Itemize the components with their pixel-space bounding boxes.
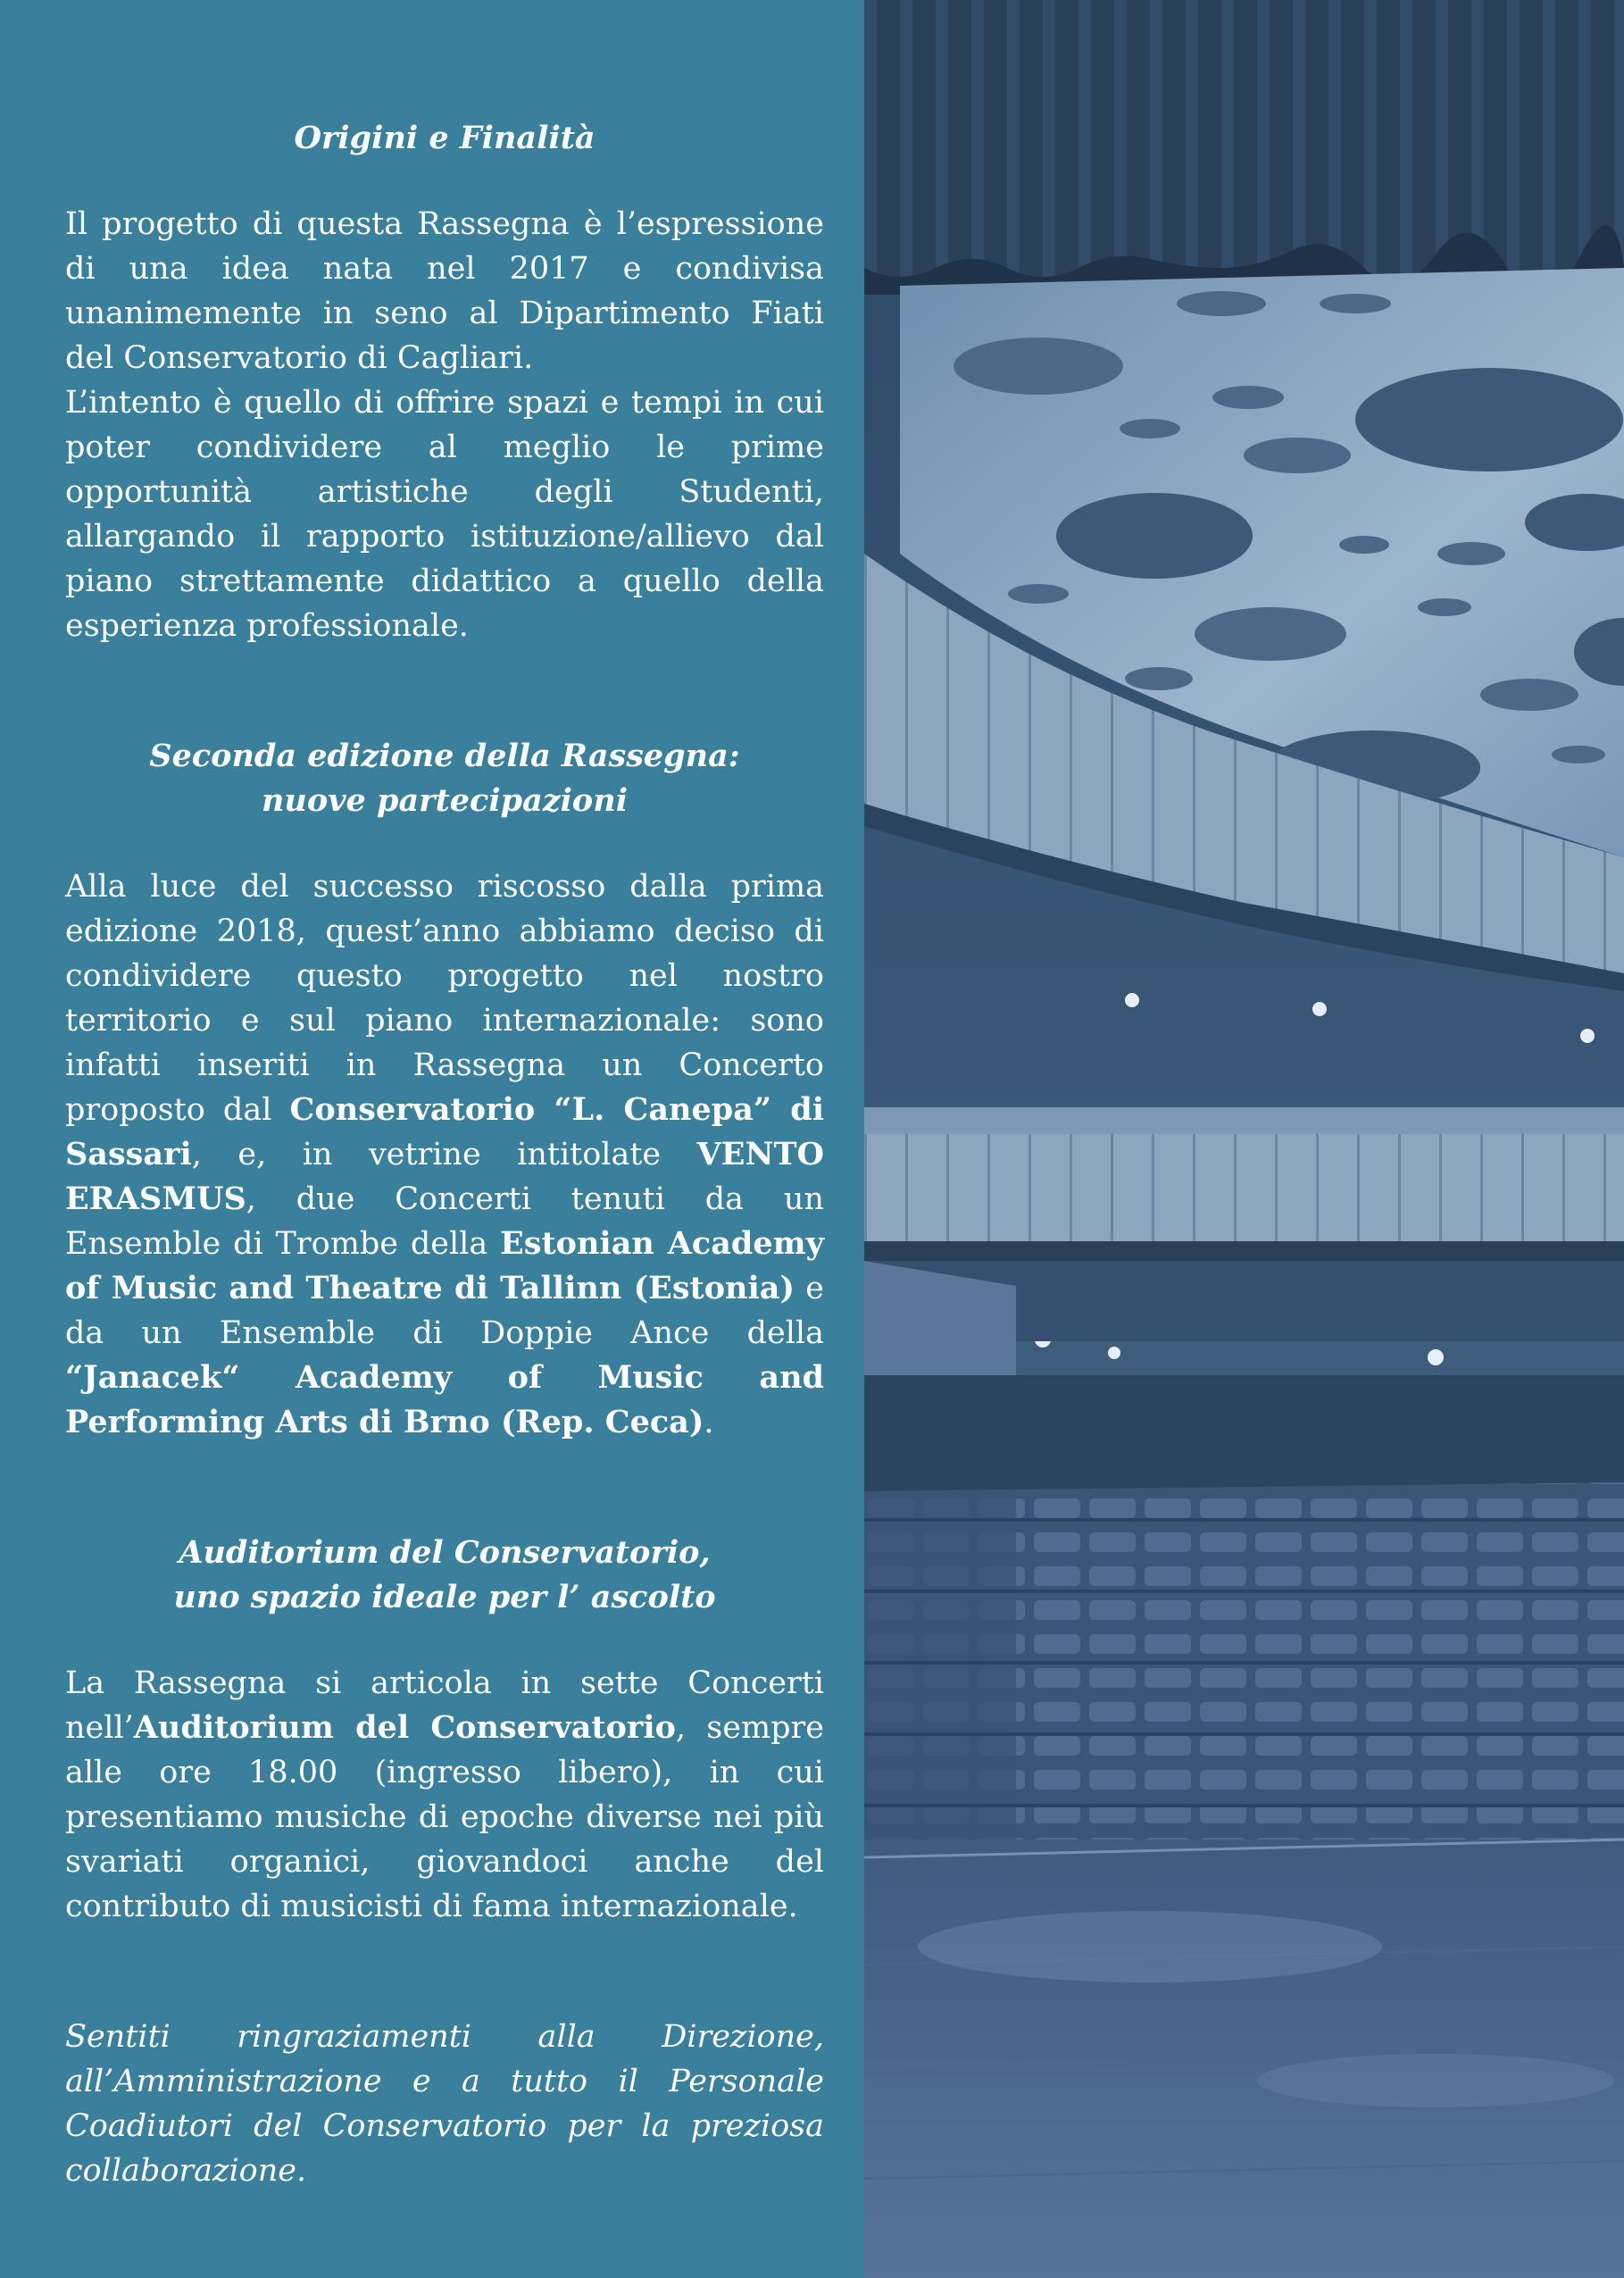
text-run: , sempre alle ore 18.00 (ingresso libero), in cui presentiamo musiche di epoche diverse nei più svariati organici, giovandoci anche del contributo di musicisti di fama internazionale.	[65, 1710, 824, 1924]
second-edition-heading-line1: Seconda edizione della Rassegna:	[149, 738, 740, 774]
tallinn-academy: Estonian Academy of Music and Theatre di Tallinn (Estonia)	[65, 1225, 824, 1306]
auditorium-name: Auditorium del Conservatorio	[133, 1709, 676, 1746]
text-run: La Rassegna si articola in sette Concerti nell’	[65, 1665, 824, 1746]
auditorium-photo	[864, 0, 1624, 2278]
auditorium-paragraph	[65, 1661, 824, 1929]
text-run: e da un Ensemble di Doppie Ance della	[65, 1271, 824, 1351]
origins-paragraph-1: Il progetto di questa Rassegna è l’espressione di una idea nata nel 2017 e condivisa unanimemente in seno al Dipartimento Fiati del Conservatorio di Cagliari.	[65, 206, 824, 376]
text-run: Alla luce del successo riscosso dalla prima edizione 2018, quest’anno abbiamo deciso di condividere questo progetto nel nostro territorio e sul piano internazionale: sono infatti inseriti in Rassegna un Concerto proposto dal	[65, 869, 824, 1128]
text-run: .	[704, 1405, 714, 1440]
auditorium-heading-line1: Auditorium del Conservatorio,	[179, 1534, 711, 1571]
brno-academy: “Janacek“ Academy of Music and Performing Arts di Brno (Rep. Ceca)	[65, 1359, 824, 1440]
text-run: , due Concerti tenuti da un Ensemble di Trombe della	[65, 1181, 824, 1262]
thanks-paragraph: Sentiti ringraziamenti alla Direzione, all’Amministrazione e a tutto il Personale Coadiutori del Conservatorio per la preziosa collaborazione.	[65, 2019, 824, 2189]
origins-heading: Origini e Finalità	[294, 120, 595, 156]
origins-paragraph-2: L’intento è quello di offrire spazi e tempi in cui poter condividere al meglio le prime opportunità artistiche degli Studenti, allargando il rapporto istituzione/allievo dal piano strettamente didattico a quello della esperienza professionale.	[65, 385, 824, 644]
content-column	[65, 116, 824, 2193]
text-run: , e, in vetrine intitolate	[191, 1137, 697, 1172]
sassari-conservatory: Conservatorio “L. Canepa” di Sassari	[65, 1091, 825, 1172]
second-edition-heading-line2: nuove partecipazioni	[261, 782, 629, 819]
auditorium-heading-line2: uno spazio ideale per l’ ascolto	[173, 1579, 716, 1615]
second-edition-paragraph	[65, 864, 824, 1445]
vento-erasmus: VENTO ERASMUS	[65, 1136, 824, 1217]
